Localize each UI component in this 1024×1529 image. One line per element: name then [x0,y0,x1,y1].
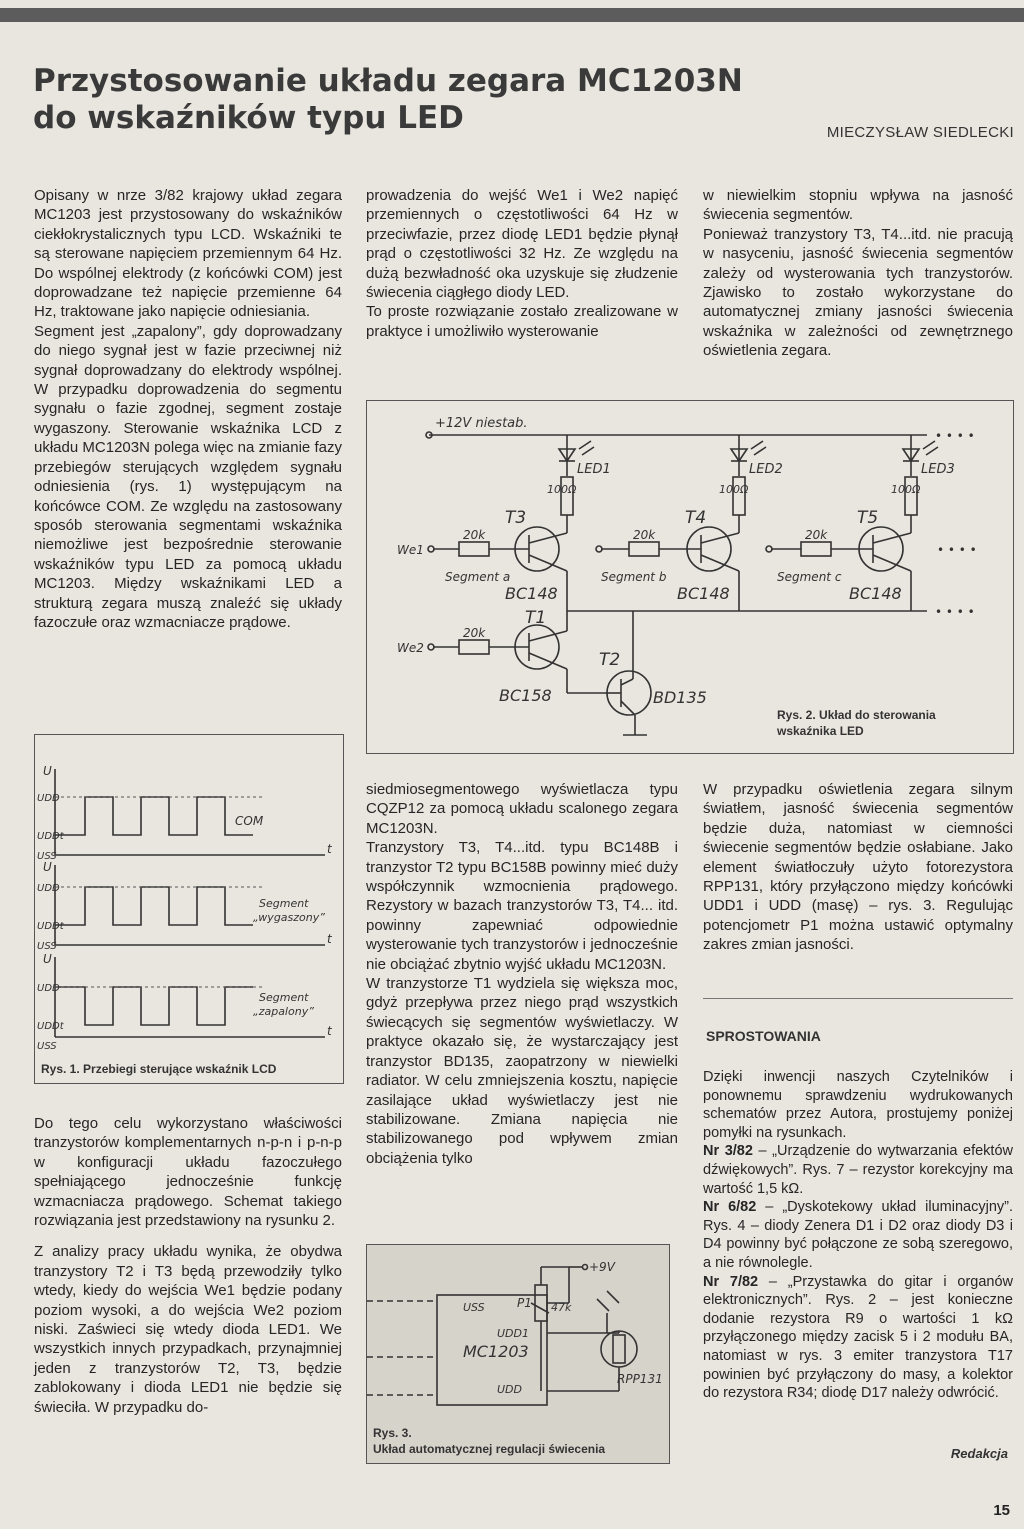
paragraph: Opisany w nrze 3/82 krajowy układ zegara MC1203 jest przystosowany do wskaźników ciekłokrystalicznych typu LCD. Wskaźniki te są sterowane napięciem przemiennym 64 Hz. Do wspólnej elektrody (z końcówki COM) jest doprowadzane też napięcie przemienne 64 Hz, traktowane jako napięcie odniesiania. [34,187,342,321]
photoresistor-label: RPP131 [617,1372,663,1386]
paragraph: Z analizy pracy układu wynika, że obydwa tranzystory T2 i T3 będą przewodziły tylko wtedy, kiedy do wejścia We1 będzie podany poziom wysoki, a do wejścia We2 poziom niski. Zaświeci się wtedy dioda LED1. We wszystkich innych przypadkach, przynajmniej jeden z tranzystorów T2, T3, będzie zablokowany i dioda LED1 nie będzie się świeciła. W przypadku do- [34,1243,342,1416]
resistor-100-label: 100Ω [719,483,749,496]
paragraph: w niewielkim stopniu wpływa na jasność świecenia segmentów. [703,187,1013,224]
axis-t-label: t [327,842,332,856]
pin-uss: USS [463,1301,485,1314]
column-3-bottom [703,780,1013,955]
chip-label: MC1203 [463,1342,529,1361]
transistor-t3-label: T3 [505,508,527,528]
segment-c-label: Segment c [777,570,842,584]
transistor-t1-label: T1 [525,608,547,628]
top-rule [0,8,1024,22]
figure-1-waveforms [34,734,344,1084]
correction-item: Nr 3/82 – „Urządzenie do wytwarzania efektów dźwiękowych”. Rys. 7 – rezystor korekcyjny ma wartość 1,5 kΩ. [703,1143,1013,1197]
segment-label: Segment [259,991,309,1004]
figure-2-caption: Rys. 2. Układ do sterowania wskaźnika LED [777,708,936,738]
supply-label: +12V niestab. [435,416,528,431]
input-we2-label: We2 [397,641,424,655]
corrections-intro: Dzięki inwencji naszych Czytelników i ponownemu sprawdzeniu wydrukowanych schematów przez Autora, prostujemy poniżej pomyłki na rysunkach. [703,1069,1013,1141]
paragraph: siedmiosegmentowego wyświetlacza typu CQZP12 za pomocą układu scalonego zegara MC1203N. [366,781,678,837]
axis-t-label: t [327,932,332,946]
paragraph: Ponieważ tranzystory T3, T4...itd. nie pracują w nasyceniu, jasność świecenia segmentów zależy od wysterowania tych tranzystorów. Zjawisko to zostało wykorzystane do automatycznej zmiany jasności świecenia wskaźnika w zależności od zewnętrznego oświetlenia zegara. [703,225,1013,360]
resistor-20k-label: 20k [805,528,828,542]
paragraph: W przypadku oświetlenia zegara silnym światłem, jasność świecenia segmentów będzie duża, natomiast w ciemności świecenie segmentów będzie osłabiane. Jako element światłoczuły użyto fotorezystora RPP131, który przyłączono między końcówki UDD1 i UDD (masę) – rys. 3. Regulując potencjometr P1 można ustawić optymalny zakres zmian jasności. [703,781,1013,954]
axis-u-label: U [43,860,52,874]
uss-label: USS [37,851,57,862]
page-number: 15 [993,1502,1010,1519]
figure-1-caption: Rys. 1. Przebiegi sterujące wskaźnik LCD [41,1062,277,1076]
pin-udd1: UDD1 [497,1327,529,1340]
segment-state-label: „zapalony” [253,1005,314,1018]
resistor-20k-label: 20k [463,528,486,542]
signature: Redakcja [950,1446,1008,1461]
paragraph: To proste rozwiązanie zostało zrealizowane w praktyce i umożliwiło wysterowanie [366,303,678,340]
paragraph: Segment jest „zapalony”, gdy doprowadzany do niego sygnał jest w fazie przeciwnej niż sygnał doprowadzany do elektrody wspólnej. W przypadku doprowadzenia do segmentu sygnału o fazie zgodnej, segment zostaje wygaszony. Sterowanie wskaźnika LCD z układu MC1203N polega więc na zmianie fazy przebiegów sterujących względem sygnału odniesienia (rys. 1) występującym na końcówce COM. Ze względu na zastosowany sposób sterowania segmentami wskaźnika niemożliwe jest bezpośrednie sterowanie wskaźników typu LED za pomocą układu MC1203. Między wskaźnikami LED a strukturą zegara muszą znaleźć się układy fazoczułe oraz wzmacniacze prądowe. [34,322,342,631]
udd-label: UDD [37,793,60,804]
author-name: MIECZYSŁAW SIEDLECKI [826,124,1014,141]
com-label: COM [235,814,264,828]
article-title: Przystosowanie układu zegara MC1203N do wskaźników typu LED [33,63,743,136]
corrections-body [703,1068,1013,1403]
axis-t-label: t [327,1024,332,1038]
figure-3-caption: Rys. 3. Układ automatycznej regulacji świecenia [373,1426,606,1456]
column-2-bottom [366,780,678,1168]
segment-a-label: Segment a [445,570,511,584]
correction-item: Nr 7/82 – „Przystawka do gitar i organów elektronicznych”. Rys. 2 – jest konieczne dodanie rezystora R9 o wartości 1 kΩ przyłączonego między zacisk 5 i 2 modułu BA, natomiast w rys. 3 emiter tranzystora T17 powinien być przyłączony do masy, a kolektor do rezystora R34; diodę D17 należy odwrócić. [703,1273,1013,1402]
figure-2-led-driver [366,400,1014,754]
transistor-t5-label: T5 [857,508,879,528]
transistor-t4-type: BC148 [677,584,730,603]
uss-label: USS [37,941,57,952]
resistor-100-label: 100Ω [547,483,577,496]
axis-u-label: U [43,764,52,778]
paragraph: Do tego celu wykorzystano właściwości tranzystorów komplementarnych n-p-n i p-n-p w konfiguracji układu fazoczułego spełniającego jednocześnie funkcję wzmacniacza prądowego. Schemat takiego rozwiązania jest przedstawiony na rysunku 2. [34,1115,342,1230]
pot-value-label: 47k [551,1301,572,1314]
led3-label: LED3 [921,462,955,477]
continuation-dots: • • • • [935,605,975,619]
waveform-diagram [35,735,343,1059]
uddt-label: UDDt [37,1021,64,1032]
column-1-top [34,186,342,632]
udd-label: UDD [37,883,60,894]
corrections-heading: SPROSTOWANIA [706,1028,821,1044]
udd-label: UDD [37,983,60,994]
column-1-bottom [34,1114,342,1417]
column-3-top [703,186,1013,361]
resistor-20k-label: 20k [633,528,656,542]
input-we1-label: We1 [397,543,424,557]
led2-label: LED2 [749,462,783,477]
pot-label: P1 [517,1296,532,1310]
transistor-t3-type: BC148 [505,584,558,603]
transistor-t4-label: T4 [685,508,707,528]
section-divider [703,998,1013,999]
figure-3-brightness-control [366,1244,670,1464]
segment-label: Segment [259,897,309,910]
segment-b-label: Segment b [601,570,667,584]
transistor-t1-type: BC158 [499,686,552,705]
column-2-top [366,186,678,341]
correction-item: Nr 6/82 – „Dyskotekowy układ iluminacyjny”. Rys. 4 – diody Zenera D1 i D2 oraz diody D3 i D4 powinny być połączone ze sobą szeregowo, a nie równolegle. [703,1199,1014,1271]
led-driver-schematic [367,401,1013,753]
paragraph: prowadzenia do wejść We1 i We2 napięć przemiennych o częstotliwości 64 Hz w przeciwfazie, przez diodę LED1 będzie płynął prąd o częstotliwości 32 Hz. Ze względu na dużą bezwładność oka uzyskuje się złudzenie świecenia ciągłego diody LED. [366,187,678,302]
resistor-20k-label: 20k [463,626,486,640]
resistor-100-label: 100Ω [891,483,921,496]
paragraph: W tranzystorze T1 wydziela się większa moc, gdyż przepływa przez niego prąd wszystkich świecących się segmentów wyświetlaczy. W praktyce okazało się, że wystarczający jest tranzystor BD135, zaopatrzony w niewielki radiator. W celu zmniejszenia kosztu, napięcie zasilające układ wyświetlaczy jest nie stabilizowane. Zmiana napięcia nie stabilizowanego pod wpływem zmian obciążenia tylko [366,975,678,1167]
pin-udd: UDD [497,1383,522,1396]
uss-label: USS [37,1041,57,1052]
continuation-dots: • • • • [937,543,977,557]
axis-u-label: U [43,952,52,966]
supply-9v-label: +9V [589,1260,615,1274]
paragraph: Tranzystory T3, T4...itd. typu BC148B i tranzystor T2 typu BC158B powinny mieć duży współczynnik wzmocnienia prądowego. Rezystory w bazach tranzystorów T3, T4... itd. powinny zapewniać odpowiednie wysterowanie tych tranzystorów i jednocześnie nie obciążać zbytnio wyjść układu MC1203N. [366,839,678,973]
transistor-t2-label: T2 [599,650,621,670]
brightness-schematic [367,1245,669,1425]
transistor-t5-type: BC148 [849,584,902,603]
uddt-label: UDDt [37,921,64,932]
led1-label: LED1 [577,462,611,477]
uddt-label: UDDt [37,831,64,842]
continuation-dots: • • • • [935,429,975,443]
segment-state-label: „wygaszony” [253,911,325,924]
transistor-t2-type: BD135 [653,688,707,707]
